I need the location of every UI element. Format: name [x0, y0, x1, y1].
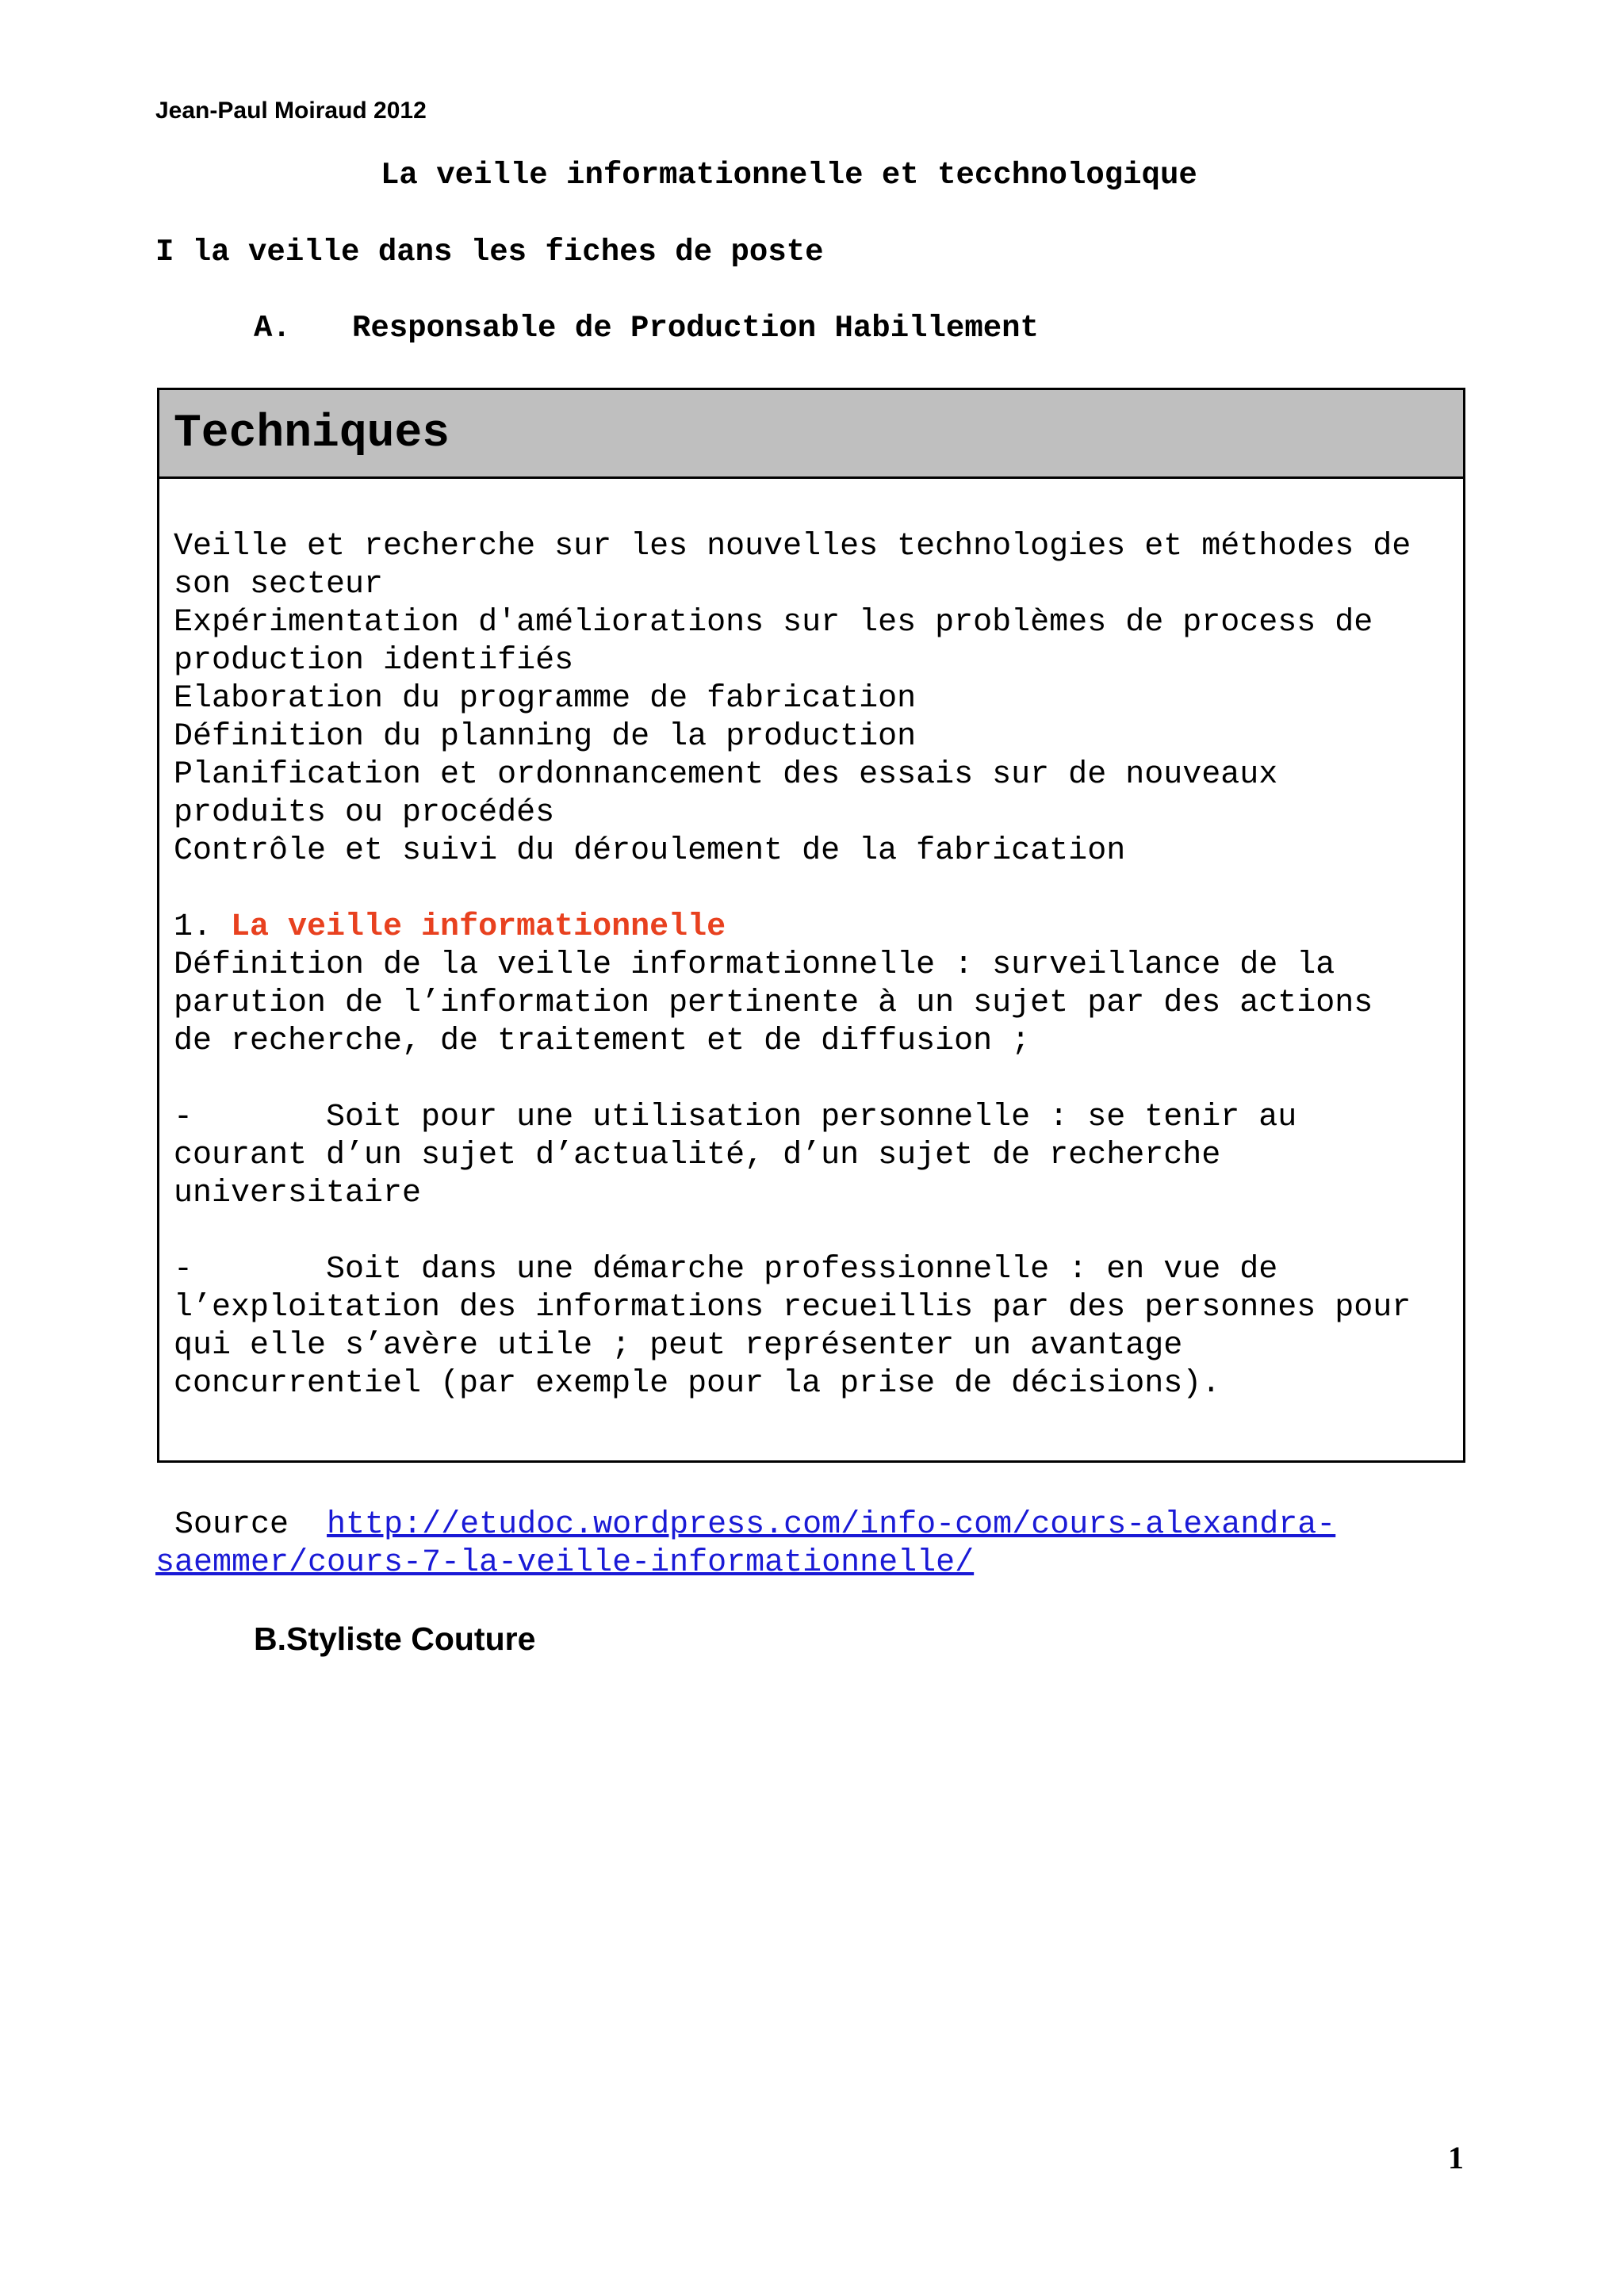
box-line: Définition du planning de la production	[174, 719, 917, 755]
box-line: Veille et recherche sur les nouvelles technologies et méthodes de	[174, 529, 1411, 564]
box-line: Elaboration du programme de fabrication	[174, 681, 917, 717]
subsection-a-marker: A.	[254, 311, 291, 346]
blank-line	[174, 871, 1449, 909]
document-title: La veille informationnelle et tecchnologique	[381, 158, 1197, 193]
source-reference	[155, 1506, 1335, 1582]
box-line: Expérimentation d'améliorations sur les problèmes de process de	[174, 605, 1373, 641]
definition-line: Définition de la veille informationnelle : surveillance de la	[174, 947, 1335, 983]
box-line: Contrôle et suivi du déroulement de la fabrication	[174, 833, 1126, 869]
blank-line	[174, 1061, 1449, 1099]
source-link-part-1[interactable]: http://etudoc.wordpress.com/info-com/cours-alexandra-	[327, 1507, 1336, 1543]
page-number: 1	[1448, 2140, 1464, 2175]
blank-line	[174, 1213, 1449, 1251]
box-line: son secteur	[174, 567, 384, 603]
bullet-1-line: universitaire	[174, 1176, 422, 1211]
source-label: Source	[155, 1507, 327, 1543]
veille-number: 1.	[174, 909, 232, 945]
definition-line: de recherche, de traitement et de diffusion ;	[174, 1024, 1031, 1059]
box-line: produits ou procédés	[174, 795, 555, 831]
box-line: production identifiés	[174, 643, 574, 679]
box-line: Planification et ordonnancement des essais sur de nouveaux	[174, 757, 1278, 793]
bullet-1-line: courant d’un sujet d’actualité, d’un sujet de recherche	[174, 1138, 1221, 1173]
subsection-a-title: Responsable de Production Habillement	[352, 311, 1039, 346]
techniques-box-header: Techniques	[159, 390, 1463, 479]
veille-heading: La veille informationnelle	[231, 909, 726, 945]
definition-line: parution de l’information pertinente à un sujet par des actions	[174, 985, 1373, 1021]
bullet-2-line: l’exploitation des informations recueillis par des personnes pour	[174, 1290, 1411, 1326]
bullet-2-line: concurrentiel (par exemple pour la prise de décisions).	[174, 1366, 1221, 1402]
subsection-b-heading: B.Styliste Couture	[254, 1621, 536, 1657]
bullet-2-line: qui elle s’avère utile ; peut représenter un avantage	[174, 1328, 1183, 1364]
techniques-box-body	[159, 479, 1463, 1403]
author-header: Jean-Paul Moiraud 2012	[155, 98, 427, 124]
source-link-part-2[interactable]: saemmer/cours-7-la-veille-informationnelle/	[155, 1545, 975, 1581]
veille-heading-line	[174, 909, 1449, 947]
section-heading: I la veille dans les fiches de poste	[155, 235, 824, 270]
subsection-a-heading	[254, 310, 1039, 346]
techniques-box	[157, 388, 1465, 1463]
bullet-1-line: - Soit pour une utilisation personnelle : se tenir au	[174, 1100, 1297, 1135]
bullet-2-line: - Soit dans une démarche professionnelle : en vue de	[174, 1252, 1278, 1288]
